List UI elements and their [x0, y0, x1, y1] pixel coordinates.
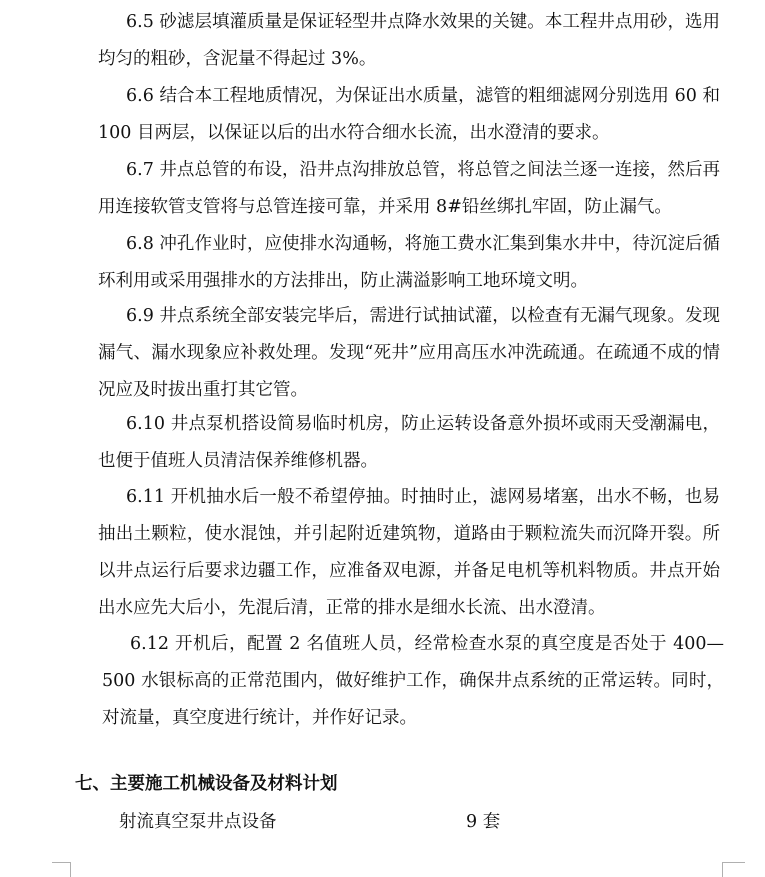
paragraph-6-11: 6.11 开机抽水后一般不希望停抽。时抽时止，滤网易堵塞，出水不畅，也易抽出土颗粒，使水混蚀，并引起附近建筑物，道路由于颗粒流失而沉降开裂。所以井点运行后要求边疆工作，应准备双电源，并备足电机等机料物质。井点开始出水应先大后小，先混后清，正常的排水是细水长流、出水澄清。	[98, 487, 720, 618]
paragraph-6-8: 6.8 冲孔作业时，应使排水沟通畅，将施工费水汇集到集水井中，待沉淀后循环利用或采用强排水的方法排出，防止满溢影响工地环境文明。	[98, 234, 720, 291]
page-corner-mark-right	[722, 862, 745, 877]
paragraph-6-7: 6.7 井点总管的布设，沿井点沟排放总管，将总管之间法兰逐一连接，然后再用连接软管支管将与总管连接可靠，并采用 8#铅丝绑扎牢固，防止漏气。	[98, 160, 720, 217]
paragraph-6-5: 6.5 砂滤层填灌质量是保证轻型井点降水效果的关键。本工程井点用砂，选用均匀的粗砂，含泥量不得起过 3%。	[98, 12, 720, 69]
page-corner-mark-left	[52, 862, 71, 877]
equipment-name: 射流真空泵井点设备	[119, 812, 277, 832]
paragraph-6-12: 6.12 开机后，配置 2 名值班人员，经常检查水泵的真空度是否处于 400—500 水银标高的正常范围内，做好维护工作，确保井点系统的正常运转。同时，对流量，真空度进行统计，并作好记录。	[102, 634, 724, 728]
section-heading: 七、主要施工机械设备及材料计划	[75, 774, 338, 794]
paragraph-6-9: 6.9 井点系统全部安装完毕后，需进行试抽试灌，以检查有无漏气现象。发现漏气、漏水现象应补救处理。发现“死井”应用高压水冲洗疏通。在疏通不成的情况应及时拔出重打其它管。	[98, 306, 720, 400]
paragraph-6-10: 6.10 井点泵机搭设简易临时机房，防止运转设备意外损坏或雨天受潮漏电，也便于值班人员清洁保养维修机器。	[98, 414, 720, 471]
equipment-quantity: 9 套	[466, 812, 501, 832]
paragraph-6-6: 6.6 结合本工程地质情况，为保证出水质量，滤管的粗细滤网分别选用 60 和 100 目两层，以保证以后的出水符合细水长流，出水澄清的要求。	[98, 86, 720, 143]
